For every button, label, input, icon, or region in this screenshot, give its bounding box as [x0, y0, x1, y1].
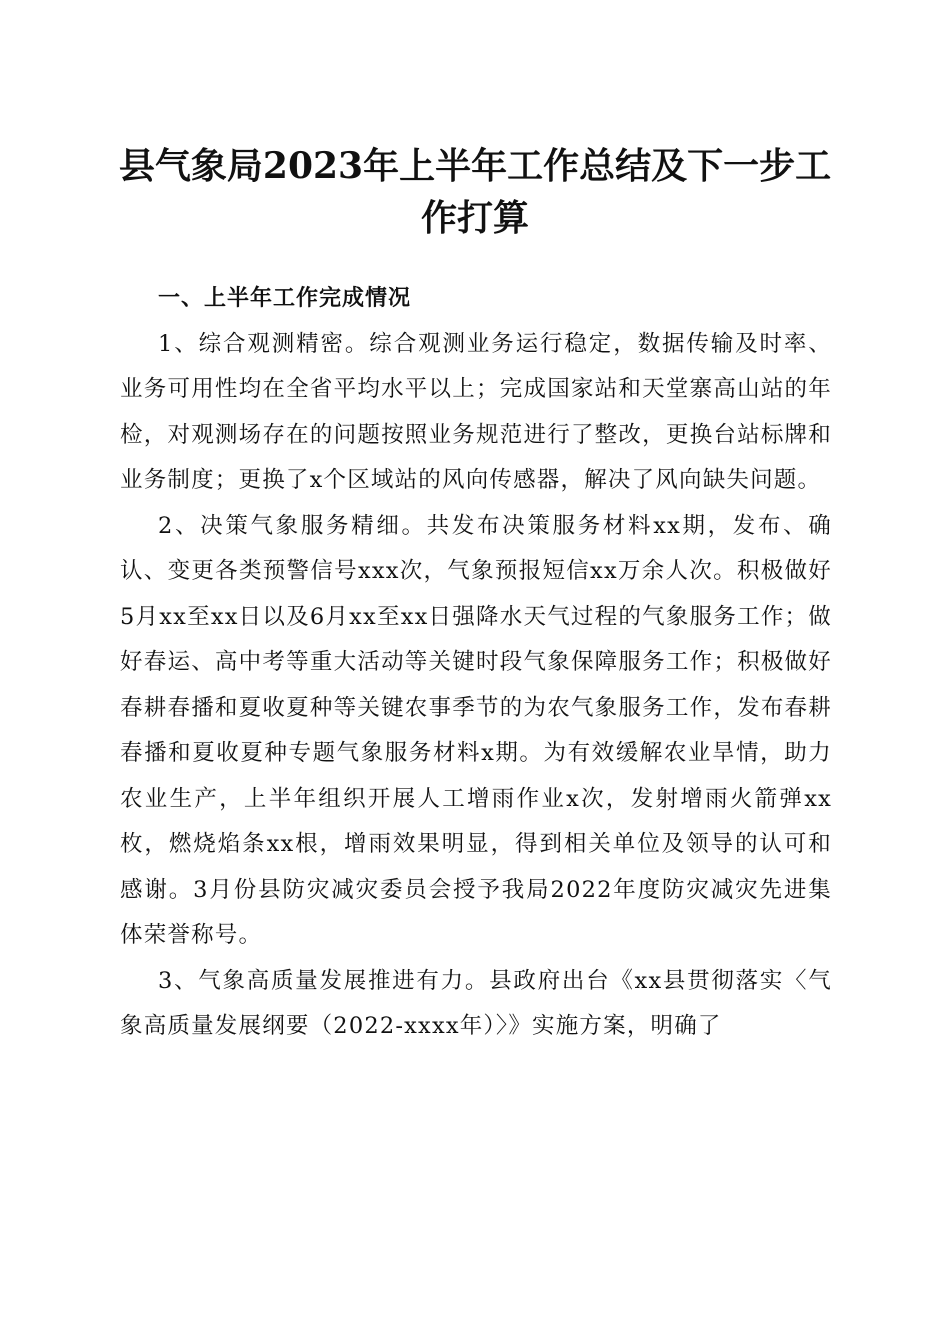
paragraph-high-quality-development: 3、气象高质量发展推进有力。县政府出台《xx县贯彻落实〈气象高质量发展纲要（2022-xxxx年）〉》实施方案，明确了	[120, 967, 832, 1039]
document-body	[120, 276, 832, 1050]
document-title: 县气象局2023年上半年工作总结及下一步工作打算	[118, 145, 832, 239]
paragraph-decision-service: 2、决策气象服务精细。共发布决策服务材料xx期，发布、确认、变更各类预警信号xxx次，气象预报短信xx万余人次。积极做好5月xx至xx日以及6月xx至xx日强降水天气过程的气象服务工作；做好春运、高中考等重大活动等关键时段气象保障服务工作；积极做好春耕春播和夏收夏种等关键农事季节的为农气象服务工作，发布春耕春播和夏收夏种专题气象服务材料x期。为有效缓解农业旱情，助力农业生产，上半年组织开展人工增雨作业x次，发射增雨火箭弹xx枚，燃烧焰条xx根，增雨效果明显，得到相关单位及领导的认可和感谢。3月份县防灾减灾委员会授予我局2022年度防灾减灾先进集体荣誉称号。	[120, 512, 832, 948]
paragraph-observation: 1、综合观测精密。综合观测业务运行稳定，数据传输及时率、业务可用性均在全省平均水平以上；完成国家站和天堂寨高山站的年检，对观测场存在的问题按照业务规范进行了整改，更换台站标牌和业务制度；更换了x个区域站的风向传感器，解决了风向缺失问题。	[120, 330, 832, 493]
section-heading: 一、上半年工作完成情况	[158, 286, 412, 311]
